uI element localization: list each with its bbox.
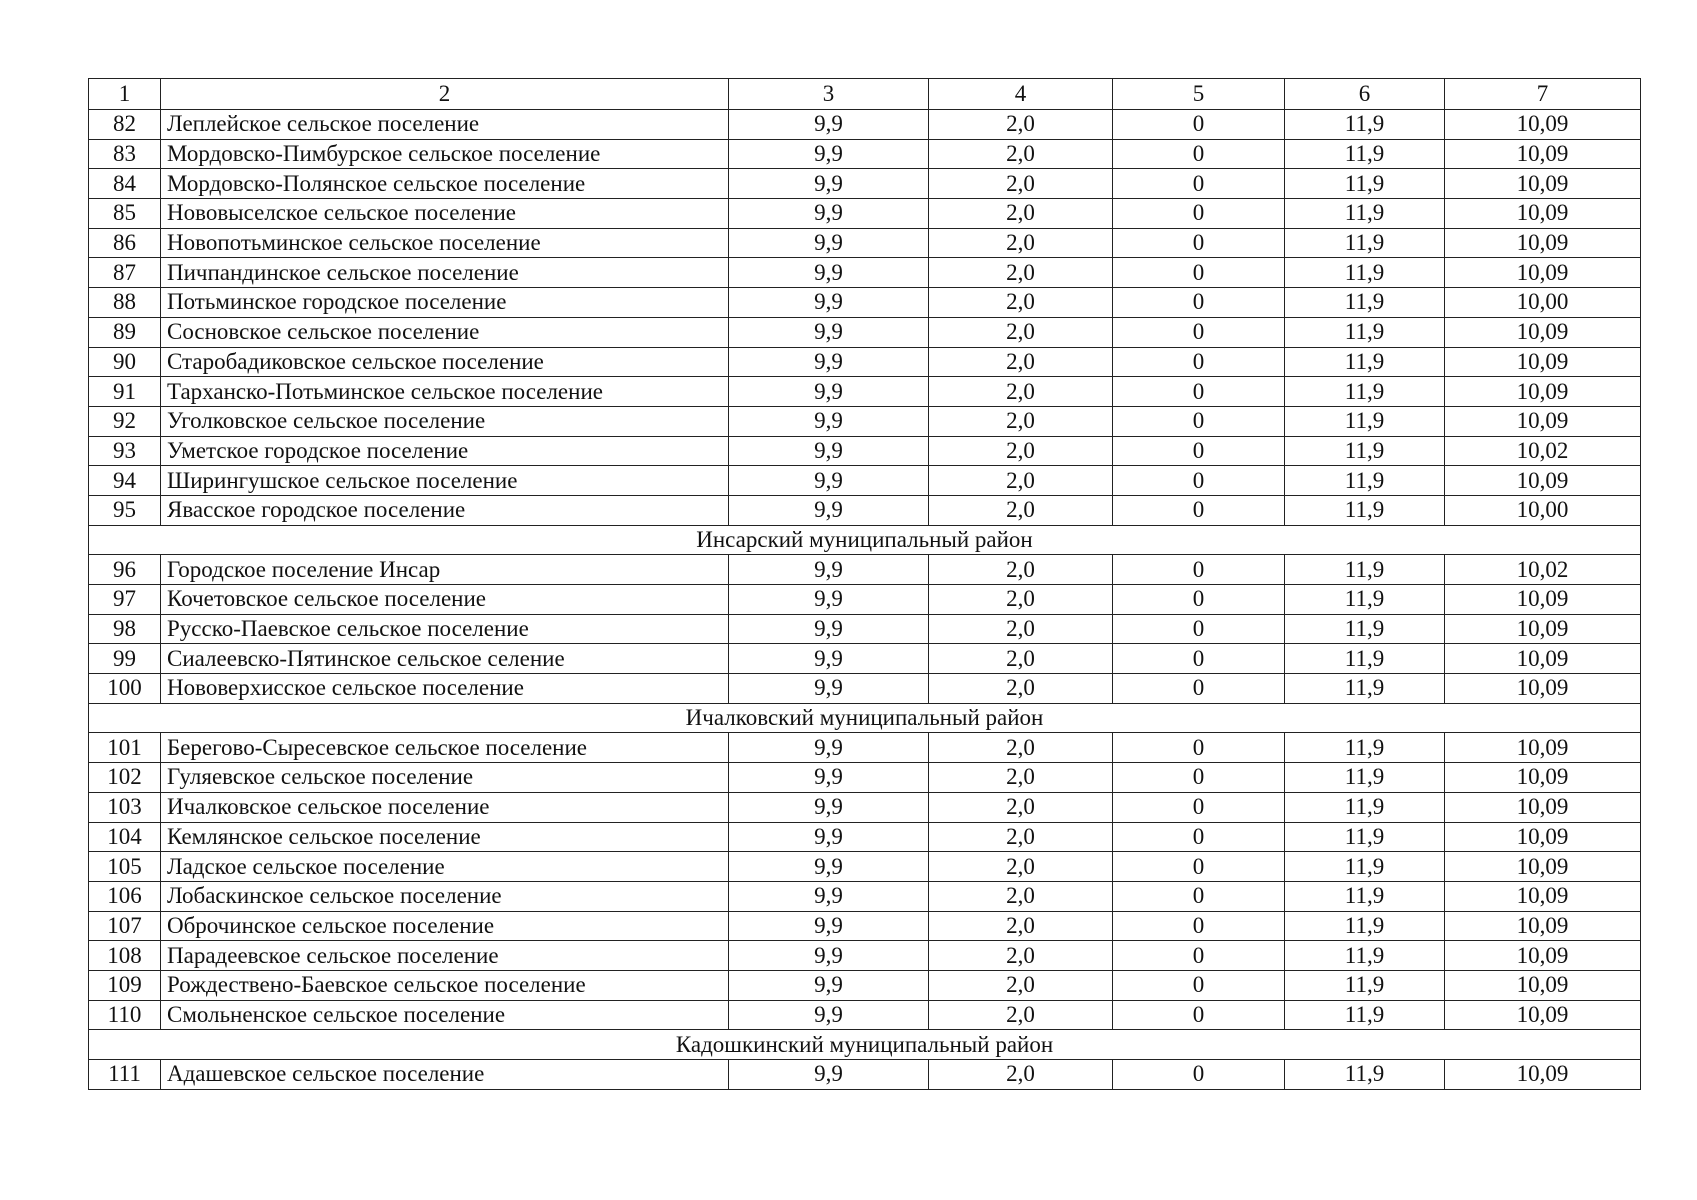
value-col-7: 10,09	[1445, 406, 1641, 436]
value-col-7: 10,09	[1445, 258, 1641, 288]
value-col-6: 11,9	[1285, 110, 1445, 140]
table-row	[89, 644, 1641, 674]
settlement-name: Леплейское сельское поселение	[161, 110, 729, 140]
value-col-5: 0	[1113, 733, 1285, 763]
district-title: Ичалковский муниципальный район	[89, 703, 1641, 733]
value-col-4: 2,0	[929, 1060, 1113, 1090]
table-row	[89, 852, 1641, 882]
district-section-row	[89, 703, 1641, 733]
value-col-3: 9,9	[729, 881, 929, 911]
value-col-4: 2,0	[929, 258, 1113, 288]
settlement-name: Сосновское сельское поселение	[161, 317, 729, 347]
row-number: 88	[89, 288, 161, 318]
value-col-7: 10,09	[1445, 377, 1641, 407]
value-col-3: 9,9	[729, 555, 929, 585]
value-col-7: 10,09	[1445, 110, 1641, 140]
value-col-6: 11,9	[1285, 644, 1445, 674]
value-col-6: 11,9	[1285, 199, 1445, 229]
settlement-name: Уголковское сельское поселение	[161, 406, 729, 436]
value-col-6: 11,9	[1285, 822, 1445, 852]
value-col-4: 2,0	[929, 911, 1113, 941]
value-col-5: 0	[1113, 347, 1285, 377]
settlement-name: Старобадиковское сельское поселение	[161, 347, 729, 377]
settlement-name: Мордовско-Полянское сельское поселение	[161, 169, 729, 199]
value-col-7: 10,09	[1445, 911, 1641, 941]
value-col-4: 2,0	[929, 763, 1113, 793]
value-col-7: 10,09	[1445, 941, 1641, 971]
value-col-4: 2,0	[929, 881, 1113, 911]
row-number: 104	[89, 822, 161, 852]
settlement-name: Смольненское сельское поселение	[161, 1000, 729, 1030]
table-row	[89, 347, 1641, 377]
value-col-7: 10,09	[1445, 674, 1641, 704]
value-col-3: 9,9	[729, 317, 929, 347]
value-col-3: 9,9	[729, 941, 929, 971]
value-col-6: 11,9	[1285, 139, 1445, 169]
value-col-3: 9,9	[729, 911, 929, 941]
table-row	[89, 169, 1641, 199]
row-number: 87	[89, 258, 161, 288]
value-col-6: 11,9	[1285, 436, 1445, 466]
value-col-5: 0	[1113, 1000, 1285, 1030]
value-col-5: 0	[1113, 822, 1285, 852]
table-row	[89, 317, 1641, 347]
table-row	[89, 941, 1641, 971]
row-number: 91	[89, 377, 161, 407]
value-col-3: 9,9	[729, 822, 929, 852]
column-header: 3	[729, 79, 929, 110]
row-number: 86	[89, 228, 161, 258]
value-col-7: 10,00	[1445, 288, 1641, 318]
value-col-7: 10,09	[1445, 733, 1641, 763]
value-col-3: 9,9	[729, 406, 929, 436]
settlement-name: Рождествено-Баевское сельское поселение	[161, 970, 729, 1000]
value-col-5: 0	[1113, 228, 1285, 258]
value-col-3: 9,9	[729, 288, 929, 318]
value-col-4: 2,0	[929, 585, 1113, 615]
value-col-6: 11,9	[1285, 970, 1445, 1000]
value-col-6: 11,9	[1285, 555, 1445, 585]
table-row	[89, 258, 1641, 288]
value-col-6: 11,9	[1285, 406, 1445, 436]
value-col-6: 11,9	[1285, 1000, 1445, 1030]
row-number: 90	[89, 347, 161, 377]
table-row	[89, 199, 1641, 229]
settlement-name: Новопотьминское сельское поселение	[161, 228, 729, 258]
district-title: Инсарский муниципальный район	[89, 525, 1641, 555]
row-number: 101	[89, 733, 161, 763]
value-col-7: 10,09	[1445, 585, 1641, 615]
row-number: 89	[89, 317, 161, 347]
value-col-4: 2,0	[929, 822, 1113, 852]
settlement-name: Гуляевское сельское поселение	[161, 763, 729, 793]
value-col-7: 10,00	[1445, 495, 1641, 525]
value-col-5: 0	[1113, 406, 1285, 436]
table-body	[89, 79, 1641, 1090]
row-number: 97	[89, 585, 161, 615]
table-row	[89, 377, 1641, 407]
column-header: 1	[89, 79, 161, 110]
value-col-5: 0	[1113, 644, 1285, 674]
row-number: 98	[89, 614, 161, 644]
value-col-5: 0	[1113, 970, 1285, 1000]
settlement-name: Парадеевское сельское поселение	[161, 941, 729, 971]
value-col-3: 9,9	[729, 258, 929, 288]
row-number: 109	[89, 970, 161, 1000]
row-number: 106	[89, 881, 161, 911]
table-row	[89, 970, 1641, 1000]
value-col-3: 9,9	[729, 1060, 929, 1090]
table-row	[89, 436, 1641, 466]
table-row	[89, 763, 1641, 793]
value-col-4: 2,0	[929, 406, 1113, 436]
settlement-name: Русско-Паевское сельское поселение	[161, 614, 729, 644]
value-col-3: 9,9	[729, 110, 929, 140]
value-col-6: 11,9	[1285, 911, 1445, 941]
value-col-6: 11,9	[1285, 347, 1445, 377]
value-col-4: 2,0	[929, 1000, 1113, 1030]
settlement-name: Потьминское городское поселение	[161, 288, 729, 318]
value-col-3: 9,9	[729, 1000, 929, 1030]
value-col-4: 2,0	[929, 317, 1113, 347]
settlement-name: Оброчинское сельское поселение	[161, 911, 729, 941]
value-col-5: 0	[1113, 911, 1285, 941]
table-row	[89, 585, 1641, 615]
value-col-4: 2,0	[929, 674, 1113, 704]
value-col-4: 2,0	[929, 733, 1113, 763]
value-col-6: 11,9	[1285, 258, 1445, 288]
value-col-7: 10,09	[1445, 970, 1641, 1000]
value-col-6: 11,9	[1285, 792, 1445, 822]
value-col-6: 11,9	[1285, 674, 1445, 704]
value-col-5: 0	[1113, 763, 1285, 793]
value-col-4: 2,0	[929, 288, 1113, 318]
value-col-7: 10,09	[1445, 139, 1641, 169]
value-col-4: 2,0	[929, 970, 1113, 1000]
value-col-7: 10,09	[1445, 792, 1641, 822]
column-header: 6	[1285, 79, 1445, 110]
value-col-3: 9,9	[729, 792, 929, 822]
value-col-3: 9,9	[729, 377, 929, 407]
value-col-6: 11,9	[1285, 733, 1445, 763]
table-row	[89, 406, 1641, 436]
row-number: 96	[89, 555, 161, 585]
value-col-3: 9,9	[729, 466, 929, 496]
row-number: 94	[89, 466, 161, 496]
value-col-7: 10,09	[1445, 1060, 1641, 1090]
settlement-name: Ладское сельское поселение	[161, 852, 729, 882]
district-section-row	[89, 525, 1641, 555]
value-col-7: 10,09	[1445, 466, 1641, 496]
district-title: Кадошкинский муниципальный район	[89, 1030, 1641, 1060]
value-col-3: 9,9	[729, 852, 929, 882]
value-col-6: 11,9	[1285, 763, 1445, 793]
value-col-4: 2,0	[929, 228, 1113, 258]
value-col-6: 11,9	[1285, 941, 1445, 971]
value-col-6: 11,9	[1285, 585, 1445, 615]
value-col-5: 0	[1113, 792, 1285, 822]
column-header: 7	[1445, 79, 1641, 110]
row-number: 83	[89, 139, 161, 169]
value-col-6: 11,9	[1285, 881, 1445, 911]
value-col-3: 9,9	[729, 970, 929, 1000]
value-col-5: 0	[1113, 941, 1285, 971]
value-col-5: 0	[1113, 1060, 1285, 1090]
settlement-name: Сиалеевско-Пятинское сельское селение	[161, 644, 729, 674]
value-col-7: 10,09	[1445, 1000, 1641, 1030]
value-col-6: 11,9	[1285, 228, 1445, 258]
value-col-5: 0	[1113, 258, 1285, 288]
table-row	[89, 614, 1641, 644]
value-col-5: 0	[1113, 169, 1285, 199]
value-col-3: 9,9	[729, 495, 929, 525]
row-number: 100	[89, 674, 161, 704]
table-row	[89, 911, 1641, 941]
value-col-4: 2,0	[929, 377, 1113, 407]
value-col-4: 2,0	[929, 436, 1113, 466]
value-col-7: 10,09	[1445, 169, 1641, 199]
table-row	[89, 228, 1641, 258]
row-number: 103	[89, 792, 161, 822]
column-number-header-row	[89, 79, 1641, 110]
value-col-6: 11,9	[1285, 852, 1445, 882]
value-col-6: 11,9	[1285, 169, 1445, 199]
table-row	[89, 466, 1641, 496]
table-row	[89, 139, 1641, 169]
value-col-7: 10,09	[1445, 317, 1641, 347]
row-number: 92	[89, 406, 161, 436]
settlement-name: Нововыселское сельское поселение	[161, 199, 729, 229]
value-col-6: 11,9	[1285, 1060, 1445, 1090]
value-col-3: 9,9	[729, 228, 929, 258]
table-row	[89, 1000, 1641, 1030]
value-col-5: 0	[1113, 288, 1285, 318]
table-row	[89, 733, 1641, 763]
value-col-6: 11,9	[1285, 377, 1445, 407]
settlement-name: Пичпандинское сельское поселение	[161, 258, 729, 288]
value-col-3: 9,9	[729, 763, 929, 793]
value-col-7: 10,02	[1445, 436, 1641, 466]
settlement-name: Мордовско-Пимбурское сельское поселение	[161, 139, 729, 169]
value-col-4: 2,0	[929, 941, 1113, 971]
value-col-6: 11,9	[1285, 614, 1445, 644]
settlement-name: Адашевское сельское поселение	[161, 1060, 729, 1090]
column-header: 5	[1113, 79, 1285, 110]
value-col-3: 9,9	[729, 139, 929, 169]
value-col-7: 10,02	[1445, 555, 1641, 585]
value-col-4: 2,0	[929, 792, 1113, 822]
row-number: 93	[89, 436, 161, 466]
value-col-3: 9,9	[729, 169, 929, 199]
value-col-5: 0	[1113, 436, 1285, 466]
table-row	[89, 288, 1641, 318]
settlement-name: Кочетовское сельское поселение	[161, 585, 729, 615]
settlement-name: Берегово-Сыресевское сельское поселение	[161, 733, 729, 763]
table-row	[89, 555, 1641, 585]
value-col-4: 2,0	[929, 347, 1113, 377]
value-col-5: 0	[1113, 466, 1285, 496]
value-col-5: 0	[1113, 317, 1285, 347]
value-col-7: 10,09	[1445, 347, 1641, 377]
value-col-5: 0	[1113, 555, 1285, 585]
row-number: 84	[89, 169, 161, 199]
table-row	[89, 495, 1641, 525]
value-col-7: 10,09	[1445, 199, 1641, 229]
settlement-name: Ширингушское сельское поселение	[161, 466, 729, 496]
table-row	[89, 1060, 1641, 1090]
value-col-5: 0	[1113, 110, 1285, 140]
value-col-6: 11,9	[1285, 495, 1445, 525]
column-header: 2	[161, 79, 729, 110]
value-col-4: 2,0	[929, 110, 1113, 140]
row-number: 99	[89, 644, 161, 674]
value-col-6: 11,9	[1285, 288, 1445, 318]
value-col-5: 0	[1113, 585, 1285, 615]
row-number: 85	[89, 199, 161, 229]
value-col-4: 2,0	[929, 614, 1113, 644]
settlement-name: Ичалковское сельское поселение	[161, 792, 729, 822]
value-col-4: 2,0	[929, 466, 1113, 496]
value-col-6: 11,9	[1285, 317, 1445, 347]
settlement-name: Нововерхисское сельское поселение	[161, 674, 729, 704]
value-col-6: 11,9	[1285, 466, 1445, 496]
value-col-3: 9,9	[729, 436, 929, 466]
value-col-4: 2,0	[929, 852, 1113, 882]
value-col-4: 2,0	[929, 555, 1113, 585]
settlement-name: Тарханско-Потьминское сельское поселение	[161, 377, 729, 407]
value-col-7: 10,09	[1445, 852, 1641, 882]
value-col-3: 9,9	[729, 644, 929, 674]
column-header: 4	[929, 79, 1113, 110]
value-col-3: 9,9	[729, 585, 929, 615]
value-col-4: 2,0	[929, 169, 1113, 199]
value-col-3: 9,9	[729, 199, 929, 229]
settlement-name: Городское поселение Инсар	[161, 555, 729, 585]
value-col-4: 2,0	[929, 644, 1113, 674]
table-row	[89, 822, 1641, 852]
settlement-name: Явасское городское поселение	[161, 495, 729, 525]
value-col-5: 0	[1113, 495, 1285, 525]
value-col-5: 0	[1113, 881, 1285, 911]
settlement-name: Кемлянское сельское поселение	[161, 822, 729, 852]
settlement-name: Лобаскинское сельское поселение	[161, 881, 729, 911]
table-row	[89, 881, 1641, 911]
value-col-5: 0	[1113, 614, 1285, 644]
value-col-4: 2,0	[929, 495, 1113, 525]
value-col-4: 2,0	[929, 199, 1113, 229]
value-col-3: 9,9	[729, 674, 929, 704]
value-col-5: 0	[1113, 199, 1285, 229]
value-col-3: 9,9	[729, 733, 929, 763]
row-number: 108	[89, 941, 161, 971]
row-number: 102	[89, 763, 161, 793]
value-col-7: 10,09	[1445, 228, 1641, 258]
value-col-3: 9,9	[729, 347, 929, 377]
settlements-rates-table	[88, 78, 1641, 1090]
settlement-name: Уметское городское поселение	[161, 436, 729, 466]
row-number: 82	[89, 110, 161, 140]
value-col-7: 10,09	[1445, 881, 1641, 911]
value-col-5: 0	[1113, 139, 1285, 169]
value-col-7: 10,09	[1445, 822, 1641, 852]
district-section-row	[89, 1030, 1641, 1060]
table-row	[89, 674, 1641, 704]
value-col-5: 0	[1113, 852, 1285, 882]
value-col-7: 10,09	[1445, 614, 1641, 644]
row-number: 111	[89, 1060, 161, 1090]
table-row	[89, 110, 1641, 140]
value-col-5: 0	[1113, 377, 1285, 407]
value-col-7: 10,09	[1445, 644, 1641, 674]
row-number: 95	[89, 495, 161, 525]
value-col-3: 9,9	[729, 614, 929, 644]
row-number: 107	[89, 911, 161, 941]
value-col-7: 10,09	[1445, 763, 1641, 793]
value-col-4: 2,0	[929, 139, 1113, 169]
value-col-5: 0	[1113, 674, 1285, 704]
row-number: 105	[89, 852, 161, 882]
row-number: 110	[89, 1000, 161, 1030]
table-row	[89, 792, 1641, 822]
